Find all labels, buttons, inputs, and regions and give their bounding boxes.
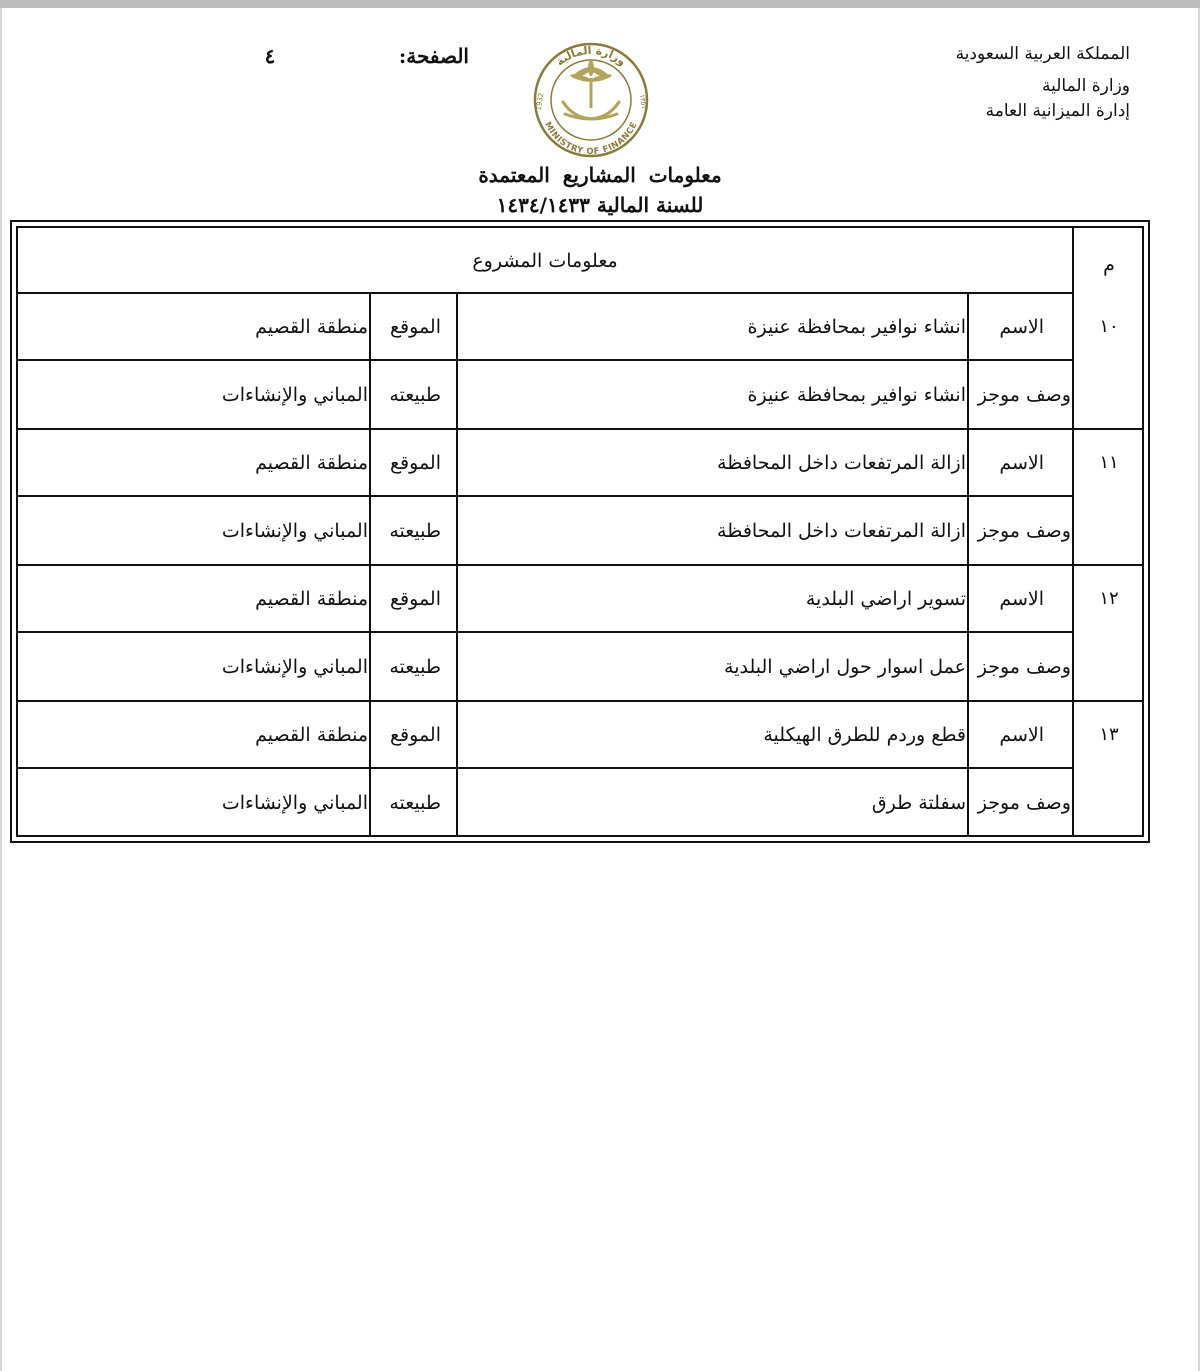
svg-text:MINISTRY OF FINANCE: MINISTRY OF FINANCE xyxy=(542,120,640,158)
label-description: وصف موجز xyxy=(977,384,1071,406)
project-nature: المباني والإنشاءات xyxy=(221,520,368,542)
palm-tree-icon xyxy=(570,60,613,108)
page-number: ٤ xyxy=(264,44,276,68)
project-location: منطقة القصيم xyxy=(255,452,368,474)
project-location: منطقة القصيم xyxy=(255,316,368,338)
label-nature: طبيعته xyxy=(389,792,441,814)
label-name: الاسم xyxy=(999,724,1044,746)
row-number: ١٠ xyxy=(1099,316,1119,337)
label-location: الموقع xyxy=(389,588,441,610)
project-location: منطقة القصيم xyxy=(255,724,368,746)
svg-text:1932: 1932 xyxy=(534,92,546,112)
ministry-seal-logo xyxy=(525,42,657,158)
row-number: ١٢ xyxy=(1099,588,1119,609)
label-description: وصف موجز xyxy=(977,656,1071,678)
page-label: الصفحة: xyxy=(398,44,469,68)
project-name: ازالة المرتفعات داخل المحافظة xyxy=(717,452,966,474)
project-nature: المباني والإنشاءات xyxy=(221,384,368,406)
project-description: ازالة المرتفعات داخل المحافظة xyxy=(717,520,966,542)
label-name: الاسم xyxy=(999,588,1044,610)
project-description: عمل اسوار حول اراضي البلدية xyxy=(724,656,966,678)
label-nature: طبيعته xyxy=(389,384,441,406)
top-bar xyxy=(0,0,1200,8)
svg-text:١٣٥١: ١٣٥١ xyxy=(637,93,649,110)
column-header-project-info: معلومات المشروع xyxy=(472,250,618,272)
label-description: وصف موجز xyxy=(977,792,1071,814)
column-header-number: م xyxy=(1103,254,1115,276)
row-number: ١٣ xyxy=(1099,724,1119,745)
project-description: انشاء نوافير بمحافظة عنيزة xyxy=(747,384,966,406)
header-ministry: وزارة المالية xyxy=(1042,76,1130,96)
label-location: الموقع xyxy=(389,452,441,474)
project-name: قطع وردم للطرق الهيكلية xyxy=(763,724,966,746)
project-nature: المباني والإنشاءات xyxy=(221,792,368,814)
label-location: الموقع xyxy=(389,724,441,746)
label-nature: طبيعته xyxy=(389,656,441,678)
label-name: الاسم xyxy=(999,452,1044,474)
project-name: انشاء نوافير بمحافظة عنيزة xyxy=(747,316,966,338)
header-kingdom: المملكة العربية السعودية xyxy=(955,44,1130,64)
project-location: منطقة القصيم xyxy=(255,588,368,610)
label-location: الموقع xyxy=(389,316,441,338)
project-nature: المباني والإنشاءات xyxy=(221,656,368,678)
svg-text:وزارة المالية: وزارة المالية xyxy=(553,43,629,69)
label-name: الاسم xyxy=(999,316,1044,338)
project-description: سفلتة طرق xyxy=(871,792,966,814)
label-nature: طبيعته xyxy=(389,520,441,542)
document-title: معلومات المشاريع المعتمدة xyxy=(478,163,722,187)
grid-line xyxy=(1072,228,1074,835)
project-name: تسوير اراضي البلدية xyxy=(805,588,966,610)
label-description: وصف موجز xyxy=(977,520,1071,542)
row-number: ١١ xyxy=(1099,452,1119,473)
header-department: إدارة الميزانية العامة xyxy=(985,101,1130,121)
page-edge-left xyxy=(0,8,2,1371)
document-subtitle: للسنة المالية ١٤٣٤/١٤٣٣ xyxy=(496,193,704,217)
